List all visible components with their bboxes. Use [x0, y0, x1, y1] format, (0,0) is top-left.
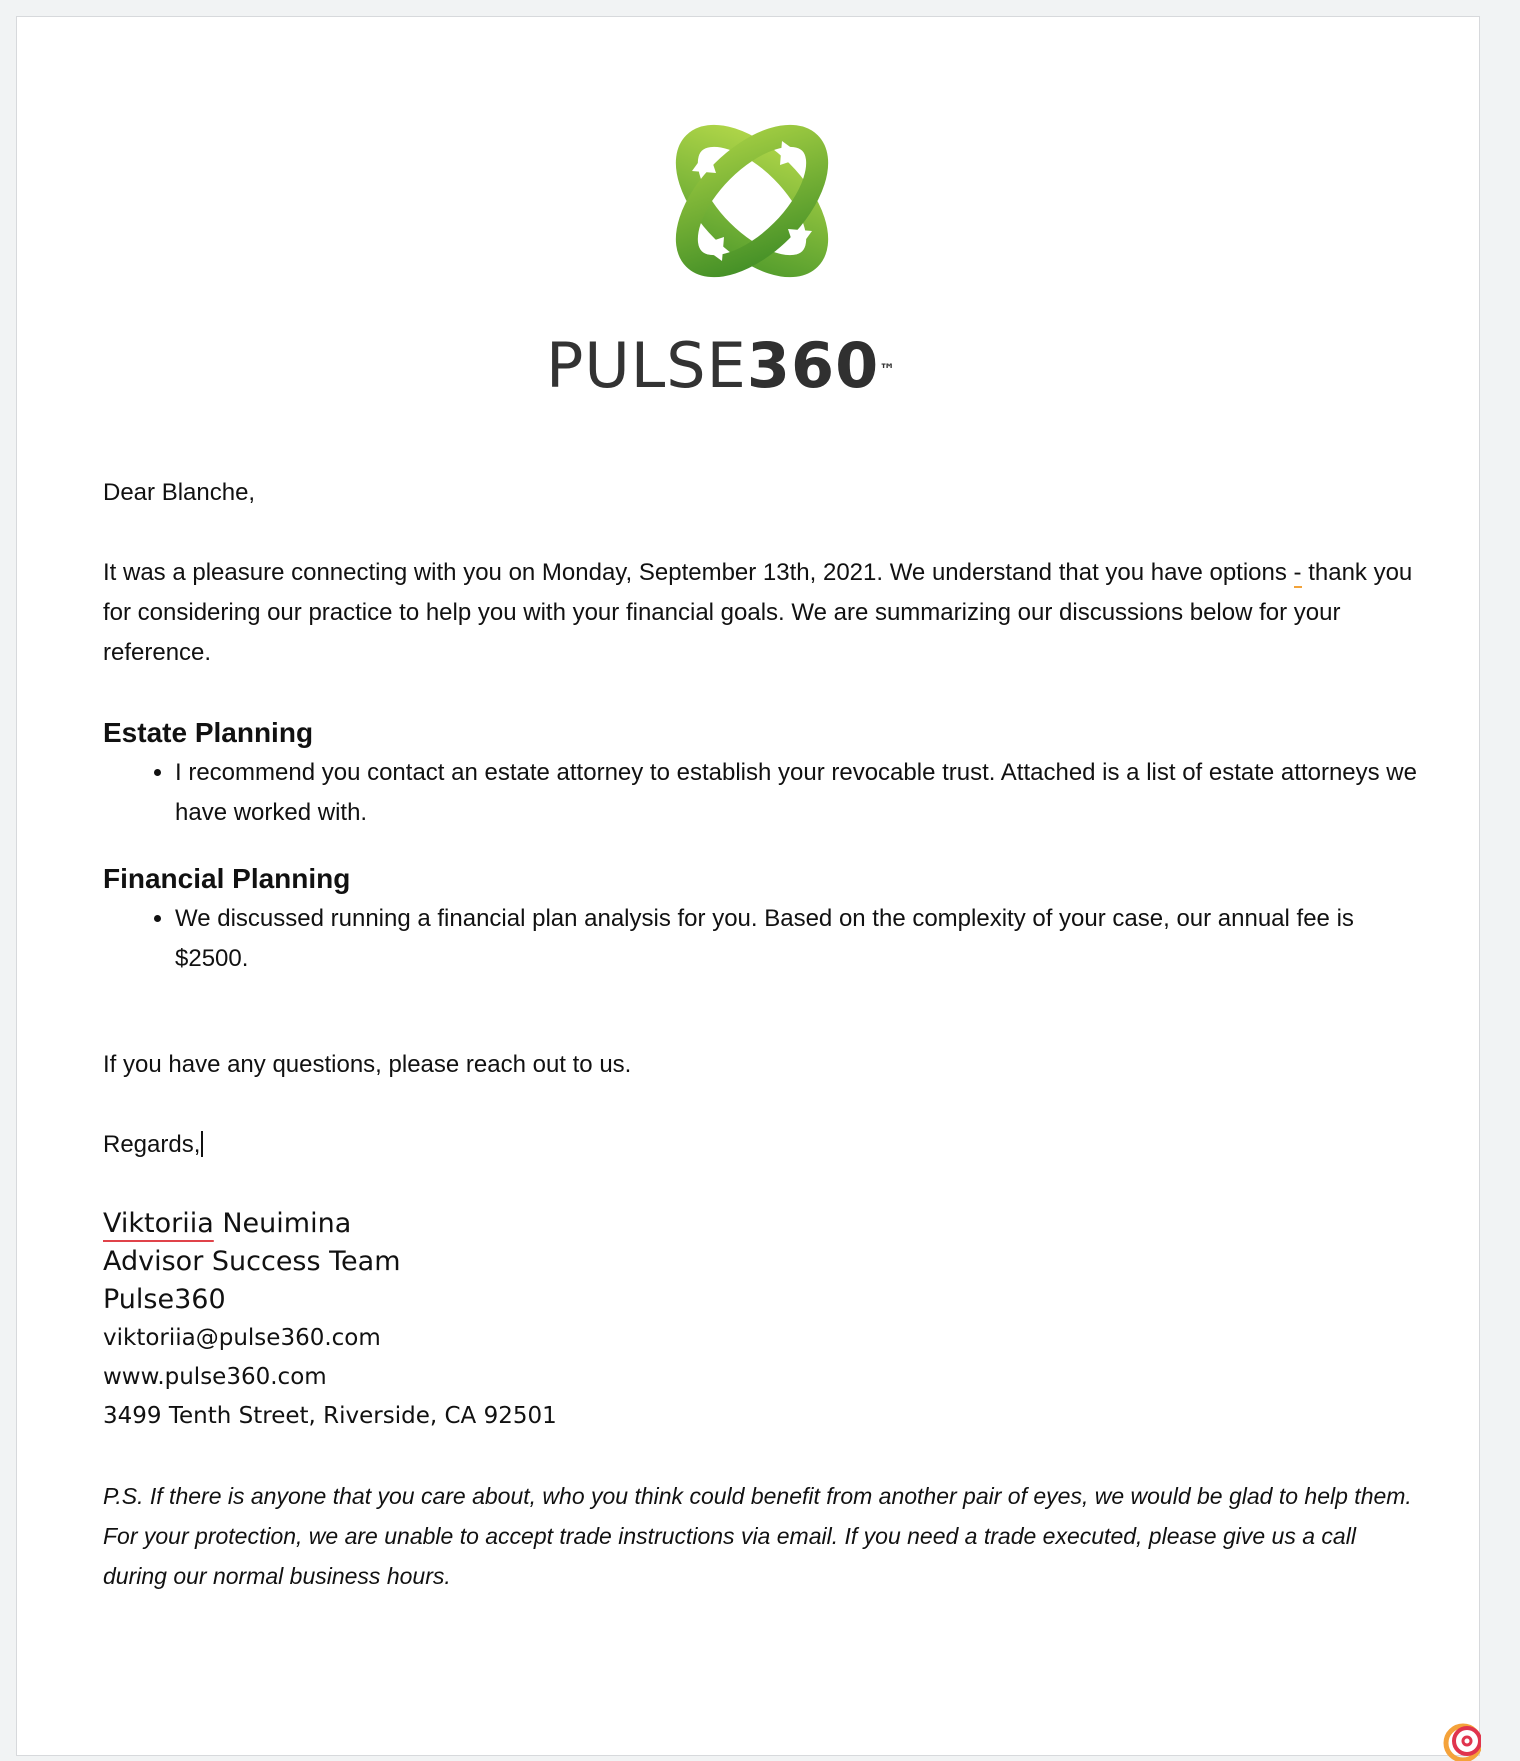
wordmark-bold: 360 — [746, 329, 880, 402]
postscript-block[interactable] — [103, 1476, 1423, 1596]
signature-email: viktoriia@pulse360.com — [103, 1325, 381, 1351]
salutation[interactable]: Dear Blanche, — [103, 479, 256, 506]
signature-team: Advisor Success Team — [103, 1246, 401, 1277]
section-heading-financial-planning[interactable]: Financial Planning — [103, 863, 351, 894]
company-wordmark — [546, 331, 966, 401]
signature-website: www.pulse360.com — [103, 1364, 327, 1390]
list-item[interactable]: • We discussed running a financial plan analysis for you. Based on the complexity of your case, our annual fee is $2500. — [175, 899, 1423, 979]
text-cursor — [201, 1131, 203, 1157]
document-page[interactable] — [16, 16, 1480, 1756]
grammarly-assistant-icon[interactable] — [1441, 1721, 1481, 1761]
spellcheck-first-name[interactable]: Viktoriia — [103, 1208, 214, 1239]
intro-paragraph[interactable] — [103, 553, 1423, 673]
signature-block[interactable] — [103, 1205, 1423, 1436]
postscript-line-1: P.S. If there is anyone that you care about, who you think could benefit from another pair of eyes, we would be glad to help them. — [103, 1483, 1412, 1509]
questions-line[interactable]: If you have any questions, please reach out to us. — [103, 1051, 632, 1078]
section-heading-estate-planning[interactable]: Estate Planning — [103, 717, 314, 748]
grammar-suggestion-dash[interactable]: - — [1293, 559, 1302, 586]
letter-body[interactable] — [103, 473, 1423, 1596]
closing-line[interactable] — [103, 1125, 1423, 1165]
trademark-symbol: ™ — [879, 360, 896, 379]
estate-planning-list — [103, 753, 1423, 833]
postscript-line-2: For your protection, we are unable to accept trade instructions via email. If you need a trade executed, please give us a call during our normal business hours. — [103, 1523, 1356, 1589]
financial-planning-list — [103, 899, 1423, 979]
company-logo — [17, 109, 1481, 419]
intro-text-1: It was a pleasure connecting with you on Monday, September 13th, 2021. We understand that you have options — [103, 559, 1294, 586]
intro-text-2: thank you for considering our practice to help you with your financial goals. We are summarizing our discussions below for your reference. — [103, 559, 1413, 666]
list-item[interactable]: • I recommend you contact an estate attorney to establish your revocable trust. Attached is a list of estate attorneys we have worked with. — [175, 753, 1423, 833]
wordmark-light: PULSE — [546, 329, 747, 402]
signature-company: Pulse360 — [103, 1284, 226, 1315]
signature-last-name: Neuimina — [213, 1208, 352, 1239]
closing-text: Regards, — [103, 1131, 201, 1158]
pulse360-ring-logo-icon — [660, 109, 844, 293]
signature-address: 3499 Tenth Street, Riverside, CA 92501 — [103, 1403, 557, 1429]
signature-name — [103, 1205, 1423, 1243]
